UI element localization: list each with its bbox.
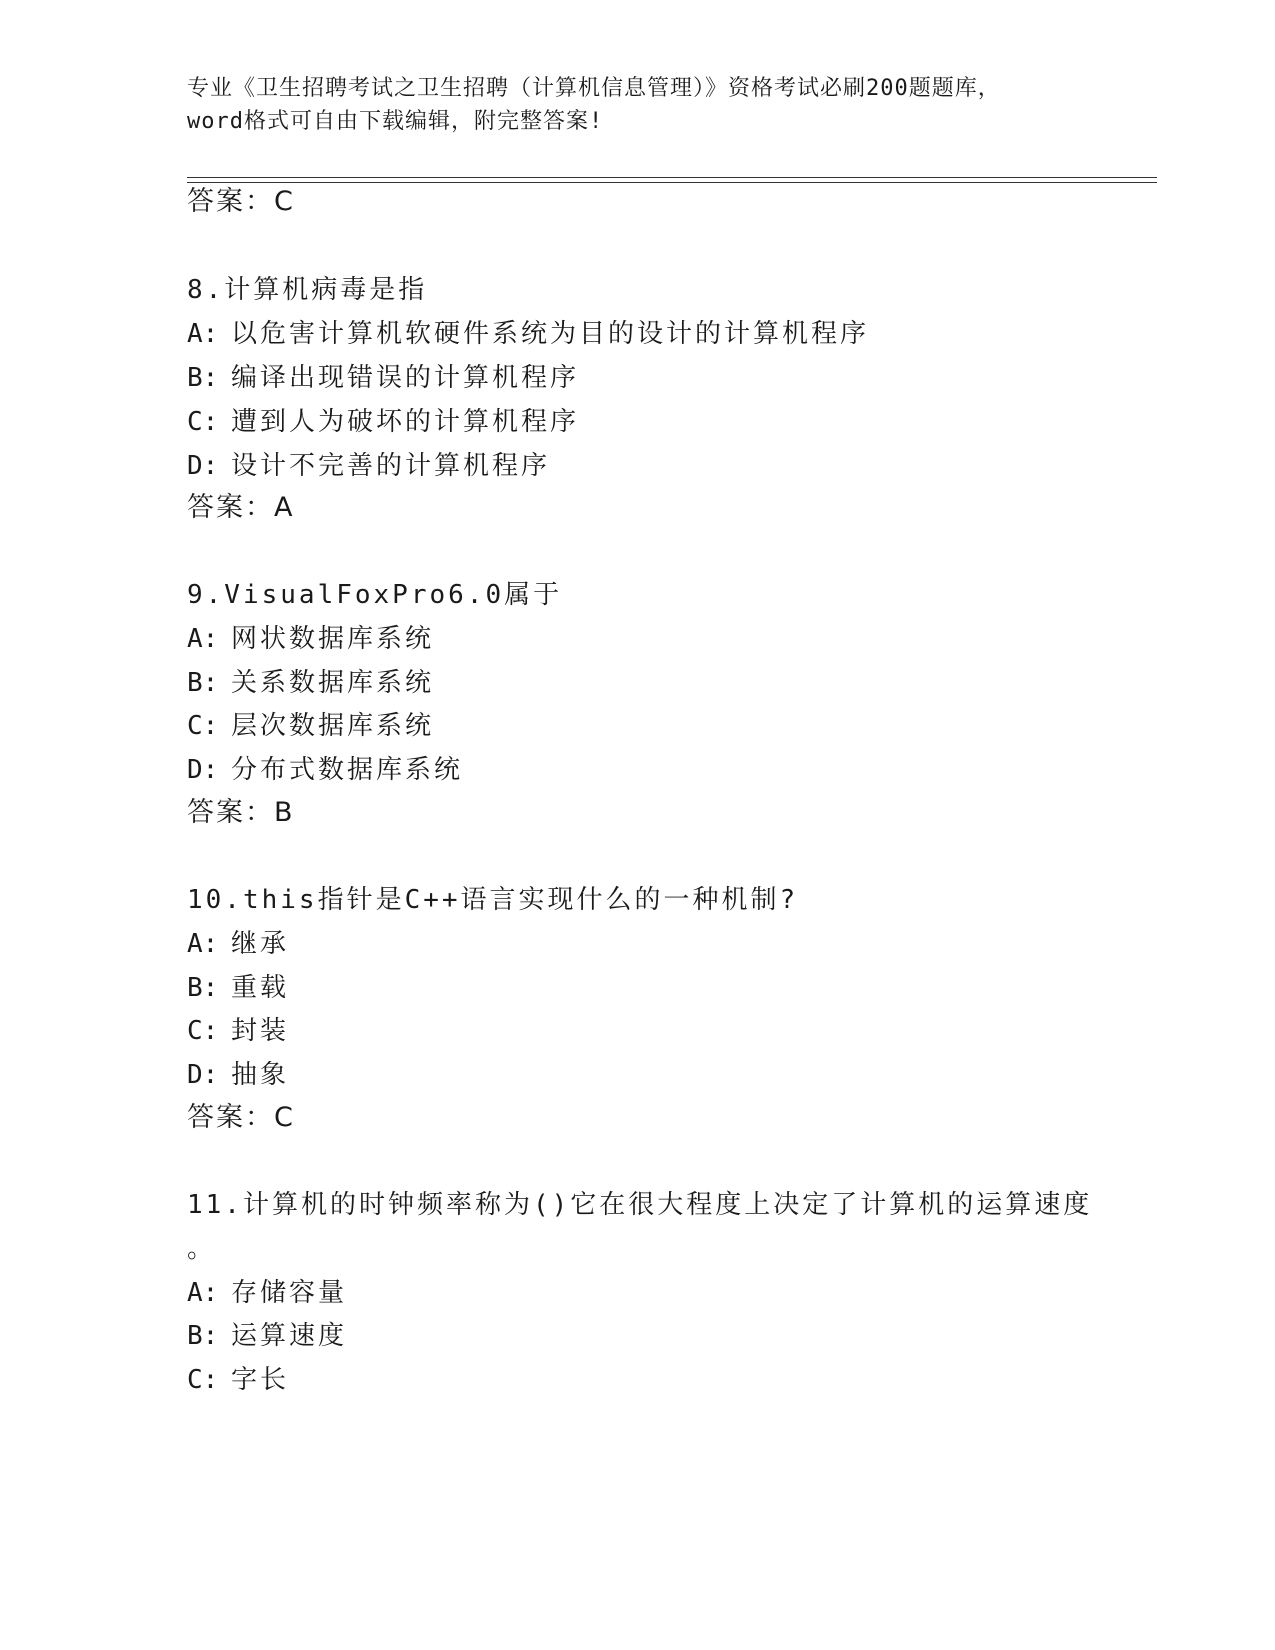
q9-option-a bbox=[187, 622, 434, 656]
option-key: A: bbox=[187, 319, 219, 349]
option-text: 重载 bbox=[231, 973, 290, 1003]
header-line-1: 专业《卫生招聘考试之卫生招聘（计算机信息管理）》资格考试必刷200题题库， bbox=[187, 76, 1001, 101]
option-text: 封装 bbox=[231, 1016, 290, 1046]
answer-q10: 答案：C bbox=[187, 1102, 295, 1133]
option-text: 字长 bbox=[231, 1365, 290, 1395]
question-9: 9.VisualFoxPro6.0属于 bbox=[187, 580, 563, 610]
q11-option-c bbox=[187, 1363, 289, 1397]
question-11: 11.计算机的时钟频率称为()它在很大程度上决定了计算机的运算速度 bbox=[187, 1190, 1093, 1220]
option-text: 运算速度 bbox=[231, 1321, 348, 1351]
option-key: D: bbox=[187, 755, 219, 785]
q10-option-a bbox=[187, 927, 289, 961]
q10-option-b bbox=[187, 971, 289, 1005]
answer-q8: 答案：A bbox=[187, 492, 295, 523]
question-8: 8.计算机病毒是指 bbox=[187, 275, 428, 305]
option-key: B: bbox=[187, 668, 219, 698]
document-header bbox=[187, 72, 1087, 138]
q8-option-c bbox=[187, 405, 579, 439]
option-text: 关系数据库系统 bbox=[231, 668, 435, 698]
question-10: 10.this指针是C++语言实现什么的一种机制? bbox=[187, 885, 799, 915]
q10-option-c bbox=[187, 1014, 289, 1048]
answer-q9: 答案：B bbox=[187, 797, 295, 828]
option-key: A: bbox=[187, 1278, 219, 1308]
option-key: C: bbox=[187, 1365, 219, 1395]
option-key: B: bbox=[187, 363, 219, 393]
q11-option-b bbox=[187, 1319, 347, 1353]
header-line-2: word格式可自由下载编辑，附完整答案! bbox=[187, 109, 604, 134]
option-key: A: bbox=[187, 624, 219, 654]
option-key: B: bbox=[187, 973, 219, 1003]
option-key: A: bbox=[187, 929, 219, 959]
option-key: B: bbox=[187, 1321, 219, 1351]
option-text: 分布式数据库系统 bbox=[231, 755, 464, 785]
q8-option-a bbox=[187, 317, 869, 351]
option-key: C: bbox=[187, 1016, 219, 1046]
q11-option-a bbox=[187, 1276, 347, 1310]
question-11-continuation: 。 bbox=[187, 1234, 217, 1264]
q10-option-d bbox=[187, 1058, 289, 1092]
q8-option-d bbox=[187, 449, 550, 483]
option-key: D: bbox=[187, 451, 219, 481]
option-text: 抽象 bbox=[231, 1060, 290, 1090]
header-rule-bottom bbox=[187, 182, 1157, 183]
header-rule-top bbox=[187, 177, 1157, 178]
option-text: 继承 bbox=[231, 929, 290, 959]
answer-q7: 答案：C bbox=[187, 186, 295, 217]
option-text: 遭到人为破坏的计算机程序 bbox=[231, 407, 580, 437]
q9-option-d bbox=[187, 753, 463, 787]
q8-option-b bbox=[187, 361, 579, 395]
option-text: 网状数据库系统 bbox=[231, 624, 435, 654]
q9-option-b bbox=[187, 666, 434, 700]
option-text: 设计不完善的计算机程序 bbox=[231, 451, 551, 481]
q9-option-c bbox=[187, 709, 434, 743]
option-key: D: bbox=[187, 1060, 219, 1090]
option-text: 编译出现错误的计算机程序 bbox=[231, 363, 580, 393]
option-key: C: bbox=[187, 407, 219, 437]
option-text: 层次数据库系统 bbox=[231, 711, 435, 741]
option-key: C: bbox=[187, 711, 219, 741]
option-text: 存储容量 bbox=[231, 1278, 348, 1308]
option-text: 以危害计算机软硬件系统为目的设计的计算机程序 bbox=[231, 319, 870, 349]
